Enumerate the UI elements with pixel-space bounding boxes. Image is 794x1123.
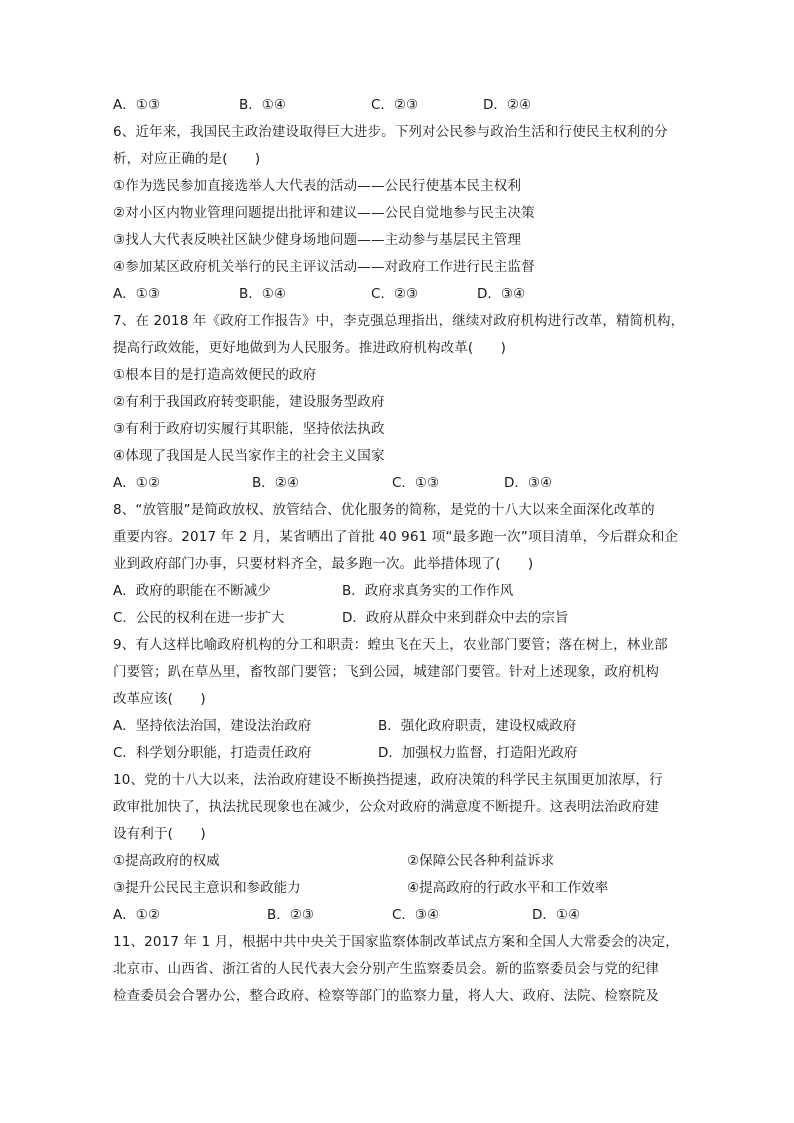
q10-item-1: ①提高政府的权威 [113, 853, 220, 869]
q10-option-b: B．②③ [267, 907, 314, 923]
q7-item-4: ④体现了我国是人民当家作主的社会主义国家 [113, 448, 385, 464]
q9-options-row-2 [113, 740, 685, 767]
q10-items-row-2 [113, 875, 685, 902]
q10-item-2: ②保障公民各种利益诉求 [407, 853, 555, 869]
q5-option-a: A．①③ [113, 97, 160, 113]
q6-item-4: ④参加某区政府机关举行的民主评议活动——对政府工作进行民主监督 [113, 259, 535, 275]
q6-option-d: D．③④ [477, 286, 526, 302]
q7-stem-line-1: 7、在 2018 年《政府工作报告》中，李克强总理指出，继续对政府机构进行改革，精简机构， [113, 313, 685, 329]
q7-option-d: D．③④ [504, 475, 553, 491]
q6-stem-line-1: 6、近年来，我国民主政治建设取得巨大进步。下列对公民参与政治生活和行使民主权利的分 [113, 124, 668, 140]
q9-stem-line-1: 9、有人这样比喻政府机构的分工和职责：蝗虫飞在天上，农业部门要管；落在树上，林业部 [113, 637, 668, 653]
q8-option-d: D．政府从群众中来到群众中去的宗旨 [342, 610, 569, 626]
q8-options-row-1 [113, 578, 685, 605]
q10-item-4: ④提高政府的行政水平和工作效率 [407, 880, 609, 896]
q8-options-row-2 [113, 605, 685, 632]
q7-option-c: C．①③ [392, 475, 440, 491]
q6-option-a: A．①③ [113, 286, 160, 302]
q7-option-b: B．②④ [252, 475, 299, 491]
q8-option-c: C．公民的权利在进一步扩大 [113, 610, 285, 626]
q6-stem-line-2: 析，对应正确的是( ) [113, 151, 261, 167]
q6-item-2: ②对小区内物业管理问题提出批评和建议——公民自觉地参与民主决策 [113, 205, 535, 221]
q10-options [113, 902, 685, 929]
q9-stem-line-3: 改革应该( ) [113, 691, 206, 707]
q6-options [113, 281, 685, 308]
q7-stem-line-2: 提高行政效能，更好地做到为人民服务。推进政府机构改革( ) [113, 340, 507, 356]
q6-option-c: C．②③ [371, 286, 419, 302]
q9-option-c: C．科学划分职能，打造责任政府 [113, 745, 312, 761]
q10-item-3: ③提升公民民主意识和参政能力 [113, 880, 301, 896]
q10-option-d: D．①④ [532, 907, 581, 923]
q6-item-1: ①作为选民参加直接选举人大代表的活动——公民行使基本民主权利 [113, 178, 522, 194]
q8-option-a: A．政府的职能在不断减少 [113, 583, 271, 599]
q11-stem-line-1: 11、2017 年 1 月，根据中共中央关于国家监察体制改革试点方案和全国人大常委会的决定， [113, 934, 679, 950]
q11-stem-line-3: 检查委员会合署办公，整合政府、检察等部门的监察力量，将人大、政府、法院、检察院及 [113, 988, 659, 1004]
q10-stem-line-1: 10、党的十八大以来，法治政府建设不断换挡提速，政府决策的科学民主氛围更加浓厚，行 [113, 772, 663, 788]
exam-content [113, 92, 685, 1010]
q7-option-a: A．①② [113, 475, 160, 491]
q7-item-3: ③有利于政府切实履行其职能，坚持依法执政 [113, 421, 385, 437]
q5-option-b: B．①④ [239, 97, 286, 113]
q5-options [113, 92, 685, 119]
q8-stem-line-2: 重要内容。2017 年 2 月，某省晒出了首批 40 961 项“最多跑一次”项目清单，今后群众和企 [113, 529, 679, 545]
q9-options-row-1 [113, 713, 685, 740]
q9-option-b: B．强化政府职责，建设权威政府 [378, 718, 577, 734]
q9-stem-line-2: 门要管；趴在草丛里，畜牧部门要管；飞到公园，城建部门要管。针对上述现象，政府机构 [113, 664, 659, 680]
q10-option-a: A．①② [113, 907, 160, 923]
q5-option-d: D．②④ [483, 97, 532, 113]
q11-stem-line-2: 北京市、山西省、浙江省的人民代表大会分别产生监察委员会。新的监察委员会与党的纪律 [113, 961, 659, 977]
q8-option-b: B．政府求真务实的工作作风 [342, 583, 514, 599]
q6-item-3: ③找人大代表反映社区缺少健身场地问题——主动参与基层民主管理 [113, 232, 522, 248]
q9-option-a: A．坚持依法治国，建设法治政府 [113, 718, 312, 734]
q8-stem-line-1: 8、“放管服”是简政放权、放管结合、优化服务的简称，是党的十八大以来全面深化改革的 [113, 502, 655, 518]
q7-item-1: ①根本目的是打造高效便民的政府 [113, 367, 317, 383]
q10-option-c: C．③④ [392, 907, 440, 923]
q5-option-c: C．②③ [371, 97, 419, 113]
q7-options [113, 470, 685, 497]
q9-option-d: D．加强权力监督，打造阳光政府 [378, 745, 578, 761]
q7-item-2: ②有利于我国政府转变职能，建设服务型政府 [113, 394, 385, 410]
q6-option-b: B．①④ [239, 286, 286, 302]
q10-items-row-1 [113, 848, 685, 875]
q10-stem-line-2: 政审批加快了，执法扰民现象也在减少，公众对政府的满意度不断提升。这表明法治政府建 [113, 799, 659, 815]
q8-stem-line-3: 业到政府部门办事，只要材料齐全，最多跑一次。此举措体现了( ) [113, 556, 534, 572]
q10-stem-line-3: 设有利于( ) [113, 826, 206, 842]
